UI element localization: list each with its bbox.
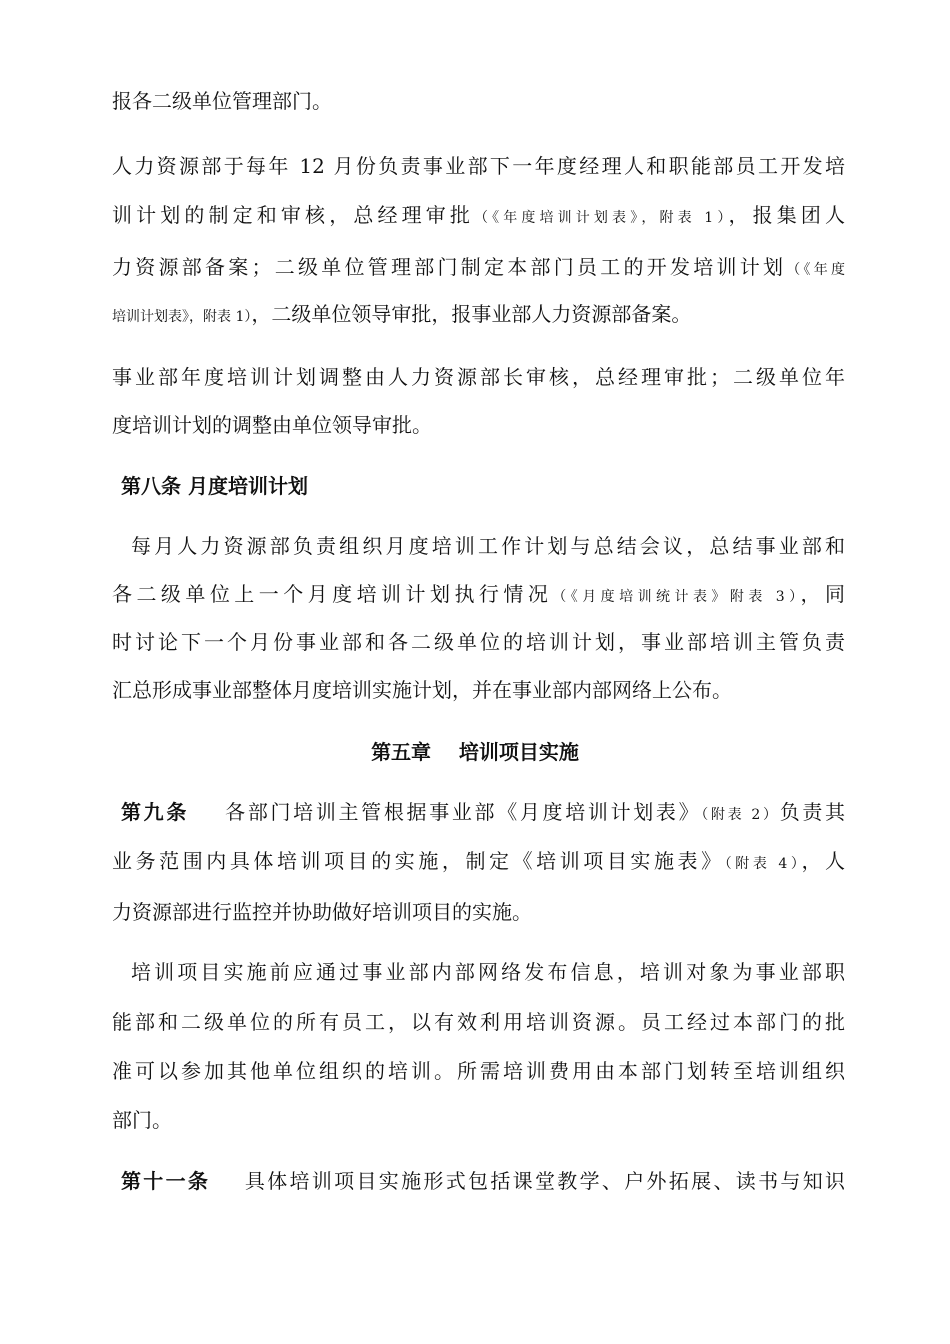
body-text: 时讨论下一个月份事业部和各二级单位的培训计划，事业部培训主管负责	[112, 630, 845, 654]
body-text: 部门。	[112, 1108, 172, 1132]
paragraph-line	[112, 253, 845, 281]
heading-text: 第五章 培训项目实施	[371, 740, 579, 764]
paragraph-line	[112, 1106, 845, 1134]
small-annotation: （《年度培训计划表》，附表 1）	[474, 210, 729, 226]
body-text: 力资源部进行监控并协助做好培训项目的实施。	[112, 900, 532, 924]
body-text: 各部门培训主管根据事业部《月度培训计划表》	[189, 800, 702, 824]
body-text: 度培训计划的调整由单位领导审批。	[112, 413, 432, 437]
paragraph-line	[112, 532, 845, 560]
paragraph-line	[112, 898, 845, 926]
paragraph-line	[112, 1008, 845, 1036]
article-label: 第九条	[121, 800, 190, 824]
small-annotation: 培训计划表》，附表 1）	[112, 309, 252, 325]
small-annotation: （附表 4）	[724, 856, 802, 872]
body-text: 力资源部备案；二级单位管理部门制定本部门员工的开发培训计划	[112, 255, 787, 279]
body-text: 能部和二级单位的所有员工，以有效利用培训资源。员工经过本部门的批	[112, 1010, 845, 1034]
paragraph-line	[112, 1057, 845, 1085]
heading-text: 第八条 月度培训计划	[121, 474, 308, 498]
body-text: ，报集团人	[728, 203, 845, 227]
paragraph-line	[121, 1167, 845, 1195]
small-annotation: （《月度培训统计表》附表 3）	[552, 589, 801, 605]
paragraph-line	[112, 363, 845, 391]
paragraph-line	[121, 798, 845, 826]
paragraph-line	[112, 958, 845, 986]
paragraph-line	[112, 580, 845, 608]
small-annotation: （附表 2）	[701, 807, 780, 823]
body-text: ，二级单位领导审批，报事业部人力资源部备案。	[251, 302, 692, 326]
body-text: 各二级单位上一个月度培训计划执行情况	[112, 582, 553, 606]
paragraph-line	[112, 411, 845, 439]
body-text: 报各二级单位管理部门。	[112, 89, 332, 113]
body-text: 人力资源部于每年 12 月份负责事业部下一年度经理人和职能部员工开发培	[112, 154, 845, 178]
paragraph-line	[112, 87, 845, 115]
paragraph-line	[112, 628, 845, 656]
body-text: 汇总形成事业部整体月度培训实施计划，并在事业部内部网络上公布。	[112, 678, 732, 702]
body-text: ，同	[800, 582, 845, 606]
body-text: ，人	[801, 849, 845, 873]
body-text: 培训项目实施前应通过事业部内部网络发布信息，培训对象为事业部职	[112, 960, 845, 984]
paragraph-line	[112, 300, 845, 328]
paragraph-line	[112, 201, 845, 229]
article-label: 第十一条	[121, 1169, 211, 1193]
paragraph-line	[112, 847, 845, 875]
body-text: 负责其	[779, 800, 845, 824]
body-text: 事业部年度培训计划调整由人力资源部长审核，总经理审批；二级单位年	[112, 365, 845, 389]
body-text: 准可以参加其他单位组织的培训。所需培训费用由本部门划转至培训组织	[112, 1059, 845, 1083]
body-text: 训计划的制定和审核，总经理审批	[112, 203, 474, 227]
paragraph-line	[112, 676, 845, 704]
chapter-heading	[0, 738, 950, 766]
body-text: 具体培训项目实施形式包括课堂教学、户外拓展、读书与知识	[210, 1169, 845, 1193]
paragraph-line	[112, 152, 845, 180]
article-heading	[121, 472, 854, 500]
body-text: 每月人力资源部负责组织月度培训工作计划与总结会议，总结事业部和	[112, 534, 845, 558]
body-text: 业务范围内具体培训项目的实施，制定《培训项目实施表》	[112, 849, 725, 873]
small-annotation: （《年度	[786, 262, 845, 278]
